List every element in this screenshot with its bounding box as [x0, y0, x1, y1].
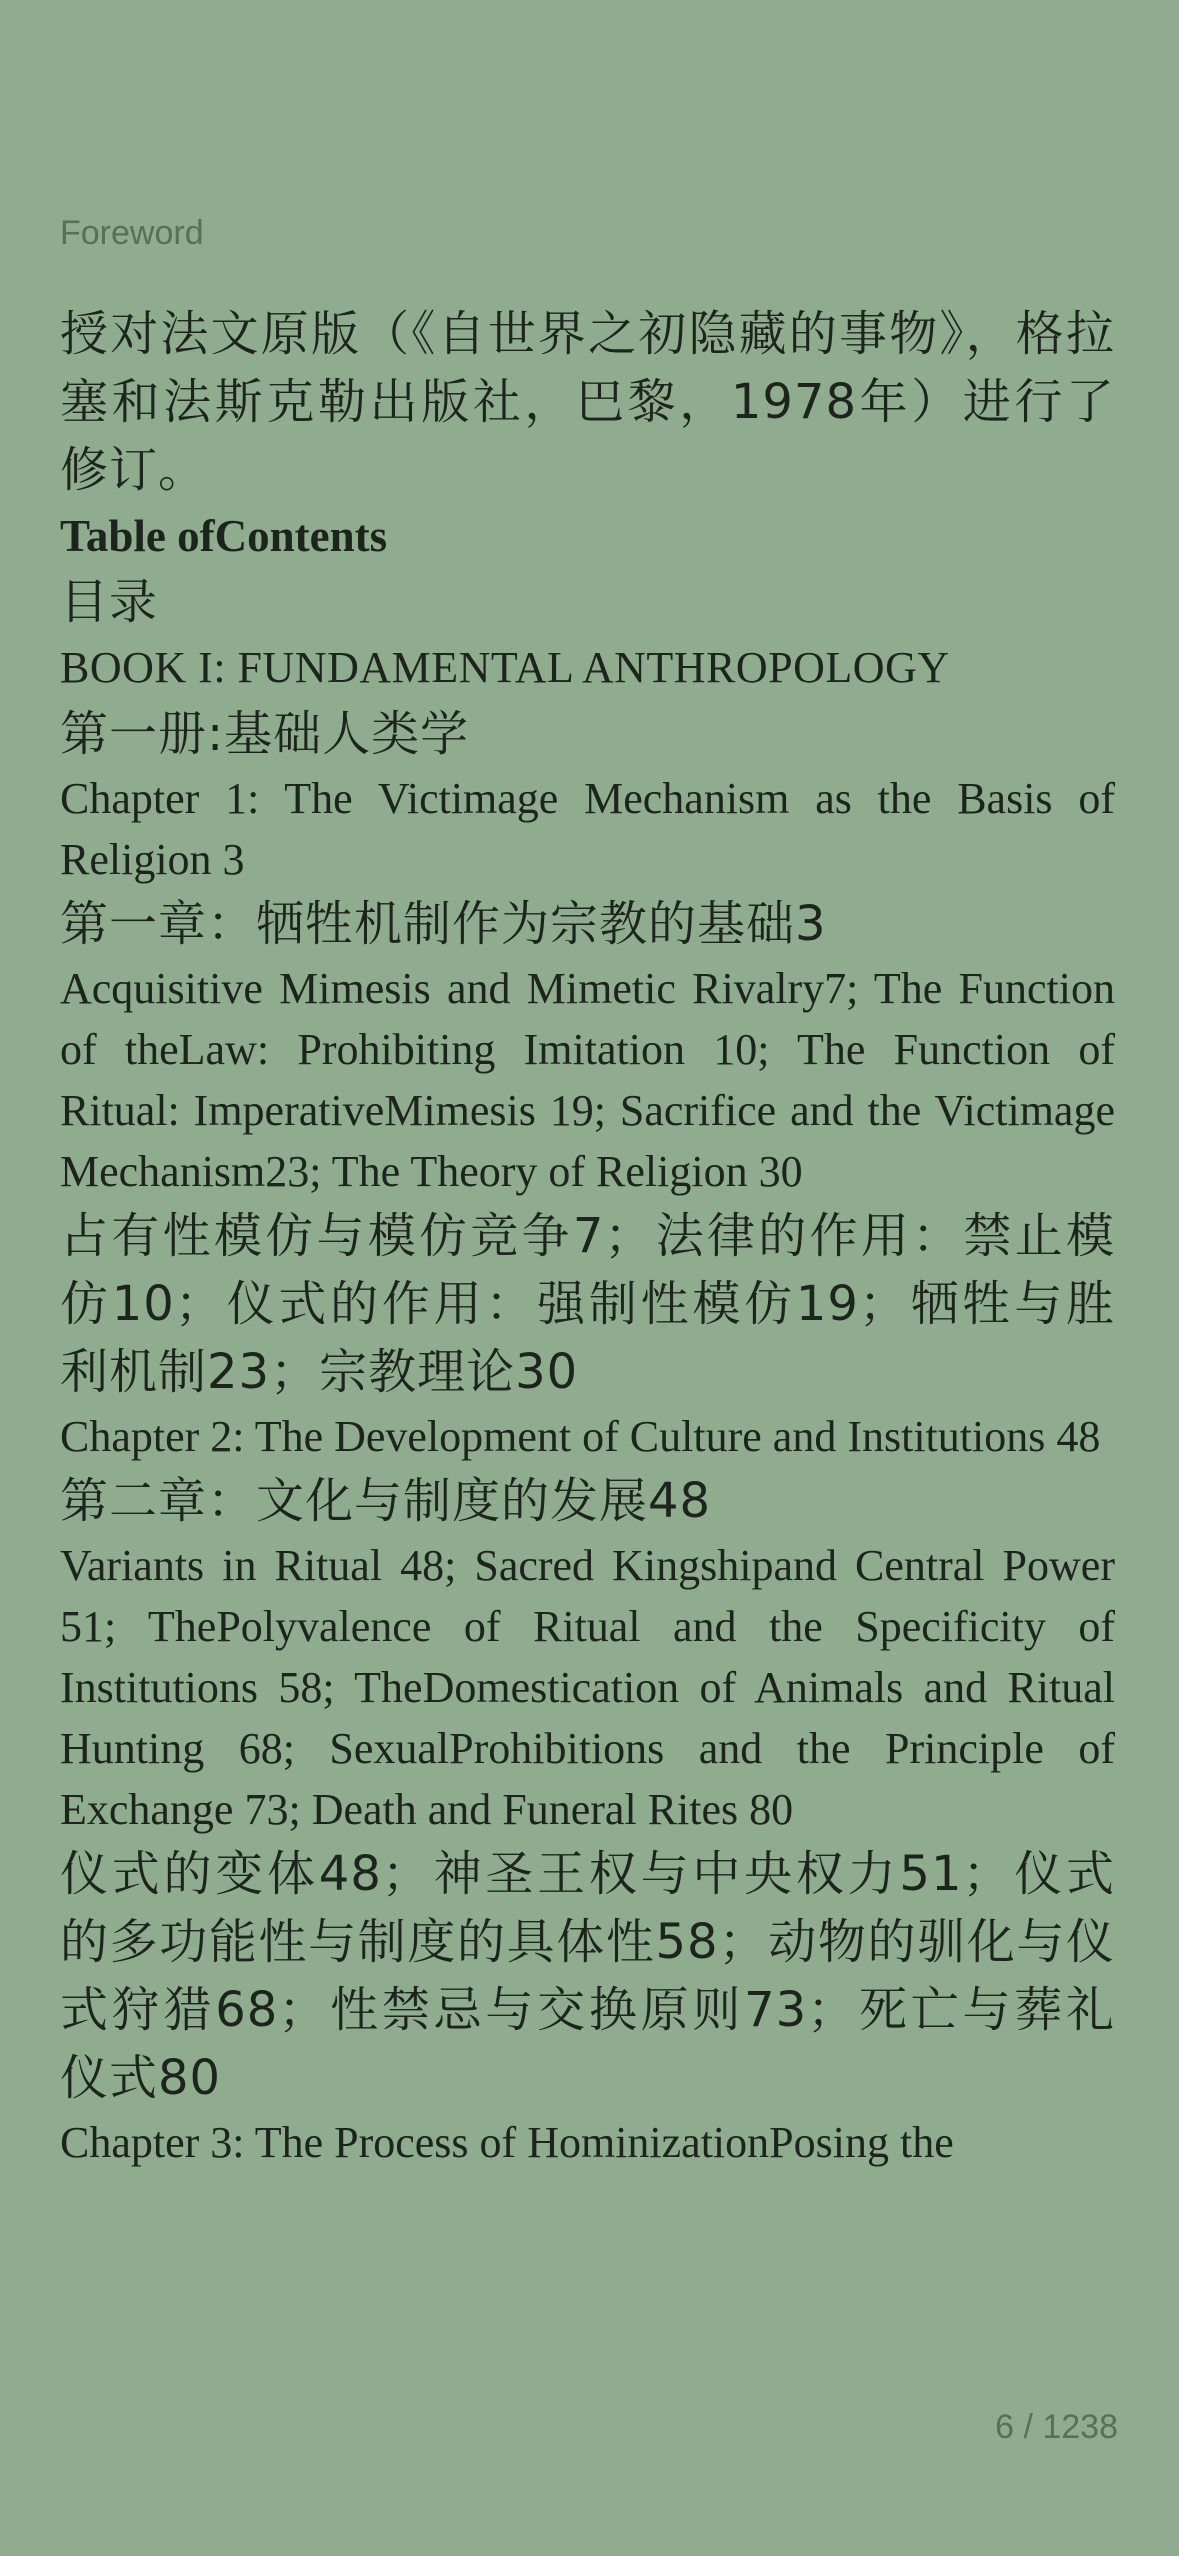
chapter2-title-en: Chapter 2: The Development of Culture and Institutions 48	[60, 1412, 1101, 1461]
chapter2-title-zh: 第二章：文化与制度的发展48	[60, 1473, 712, 1529]
toc-title-en: Table ofContents	[60, 511, 388, 561]
book1-title-zh: 第一册:基础人类学	[60, 706, 470, 762]
chapter2-sections-en: Variants in Ritual 48; Sacred Kingshipand Central Power 51; ThePolyvalence of Ritual and the Specificity of Institutions 58; TheDomestication of Animals and Ritual Hunting 68; SexualProhibitions and the Principle of Exchange 73; Death and Funeral Rites 80	[60, 1541, 1115, 1834]
chapter2-sections-zh: 仪式的变体48；神圣王权与中央权力51；仪式的多功能性与制度的具体性58；动物的驯化与仪式狩猎68；性禁忌与交换原则73；死亡与葬礼仪式80	[60, 1846, 1115, 2106]
chapter3-title-en: Chapter 3: The Process of HominizationPosing the	[60, 2118, 954, 2167]
page-indicator: 6 / 1238	[995, 2408, 1118, 2446]
chapter1-sections-en: Acquisitive Mimesis and Mimetic Rivalry7; The Function of theLaw: Prohibiting Imitation 10; The Function of Ritual: ImperativeMimesis 19; Sacrifice and the Victimage Mechanism23; The Theory of Religion 30	[60, 964, 1115, 1196]
toc-title-zh: 目录	[60, 574, 159, 630]
page-content	[60, 300, 1115, 2360]
book1-title-en: BOOK I: FUNDAMENTAL ANTHROPOLOGY	[60, 643, 950, 692]
chapter1-title-en: Chapter 1: The Victimage Mechanism as the Basis of Religion 3	[60, 774, 1115, 884]
chapter1-title-zh: 第一章：牺牲机制作为宗教的基础3	[60, 896, 827, 952]
foreword-paragraph: 授对法文原版（《自世界之初隐藏的事物》，格拉塞和法斯克勒出版社，巴黎，1978年）进行了修订。	[60, 306, 1115, 498]
chapter1-sections-zh: 占有性模仿与模仿竞争7；法律的作用：禁止模仿10；仪式的作用：强制性模仿19；牺牲与胜利机制23；宗教理论30	[60, 1208, 1115, 1400]
section-header: Foreword	[60, 214, 204, 252]
